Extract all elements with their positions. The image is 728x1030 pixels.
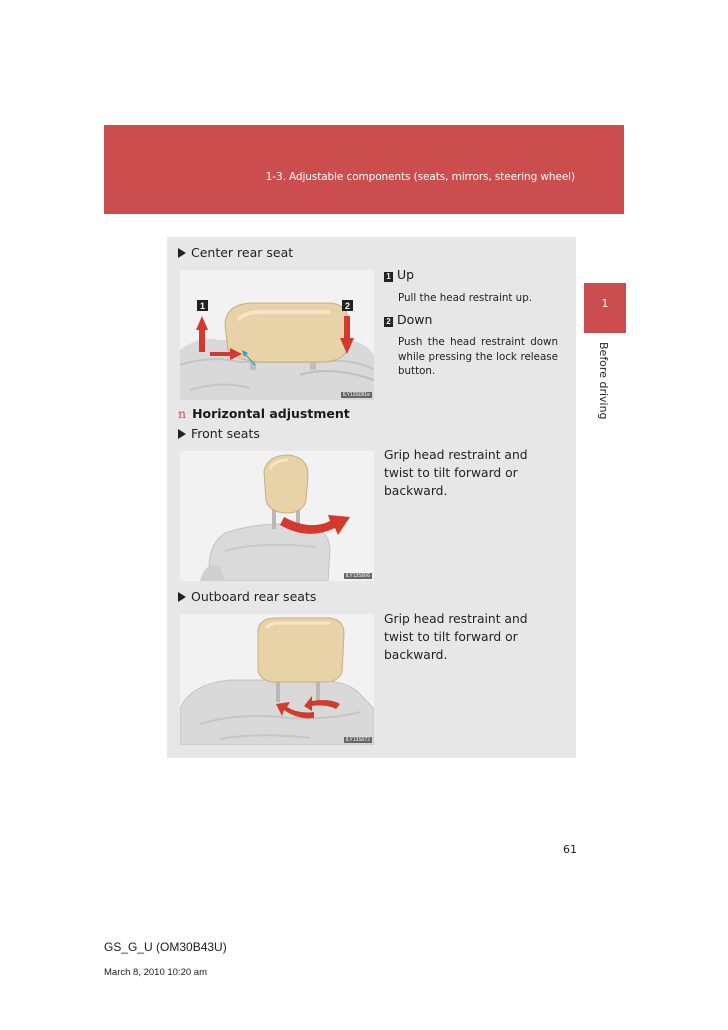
svg-text:2: 2 [344,301,351,311]
image-code: ILY13S006 [345,573,370,579]
footer-model-code: GS_G_U (OM30B43U) [104,940,227,954]
horizontal-adjustment-heading: n Horizontal adjustment [178,406,350,421]
triangle-bullet-icon [178,248,186,258]
step-number-1: 1 [384,272,393,282]
front-seats-instruction: Grip head restraint and twist to tilt forward or backward. [384,448,528,498]
content-panel [167,237,576,758]
step-title-down: Down [397,312,433,327]
front-seat-illustration [180,451,374,581]
step-down [384,312,432,327]
chapter-number: 1 [601,297,609,310]
step-title-up: Up [397,267,415,282]
chapter-banner [104,125,624,214]
outboard-rear-instruction: Grip head restraint and twist to tilt forward or backward. [384,612,528,662]
section-marker: n [178,406,187,421]
footer-date: March 8, 2010 10:20 am [104,967,207,978]
center-rear-illustration [180,270,374,400]
step-down-desc: Push the head restraint down while pressing the lock release button. [398,336,558,377]
page-number: 61 [563,843,577,856]
triangle-bullet-icon [178,429,186,439]
step-number-2: 2 [384,317,393,327]
center-rear-heading: Center rear seat [178,245,293,260]
section-title: 1-3. Adjustable components (seats, mirrors, steering wheel) [265,171,575,183]
triangle-bullet-icon [178,592,186,602]
chapter-label: Before driving [597,342,610,420]
front-seats-heading: Front seats [178,426,260,441]
svg-text:1: 1 [199,301,206,311]
step-up [384,267,414,282]
step-up-desc: Pull the head restraint up. [398,292,533,304]
image-code: ILY13S091e [342,392,370,398]
outboard-rear-heading: Outboard rear seats [178,589,316,604]
image-code: ILY13S072 [345,737,370,743]
chapter-tab[interactable] [584,283,626,333]
outboard-rear-illustration [180,614,374,745]
